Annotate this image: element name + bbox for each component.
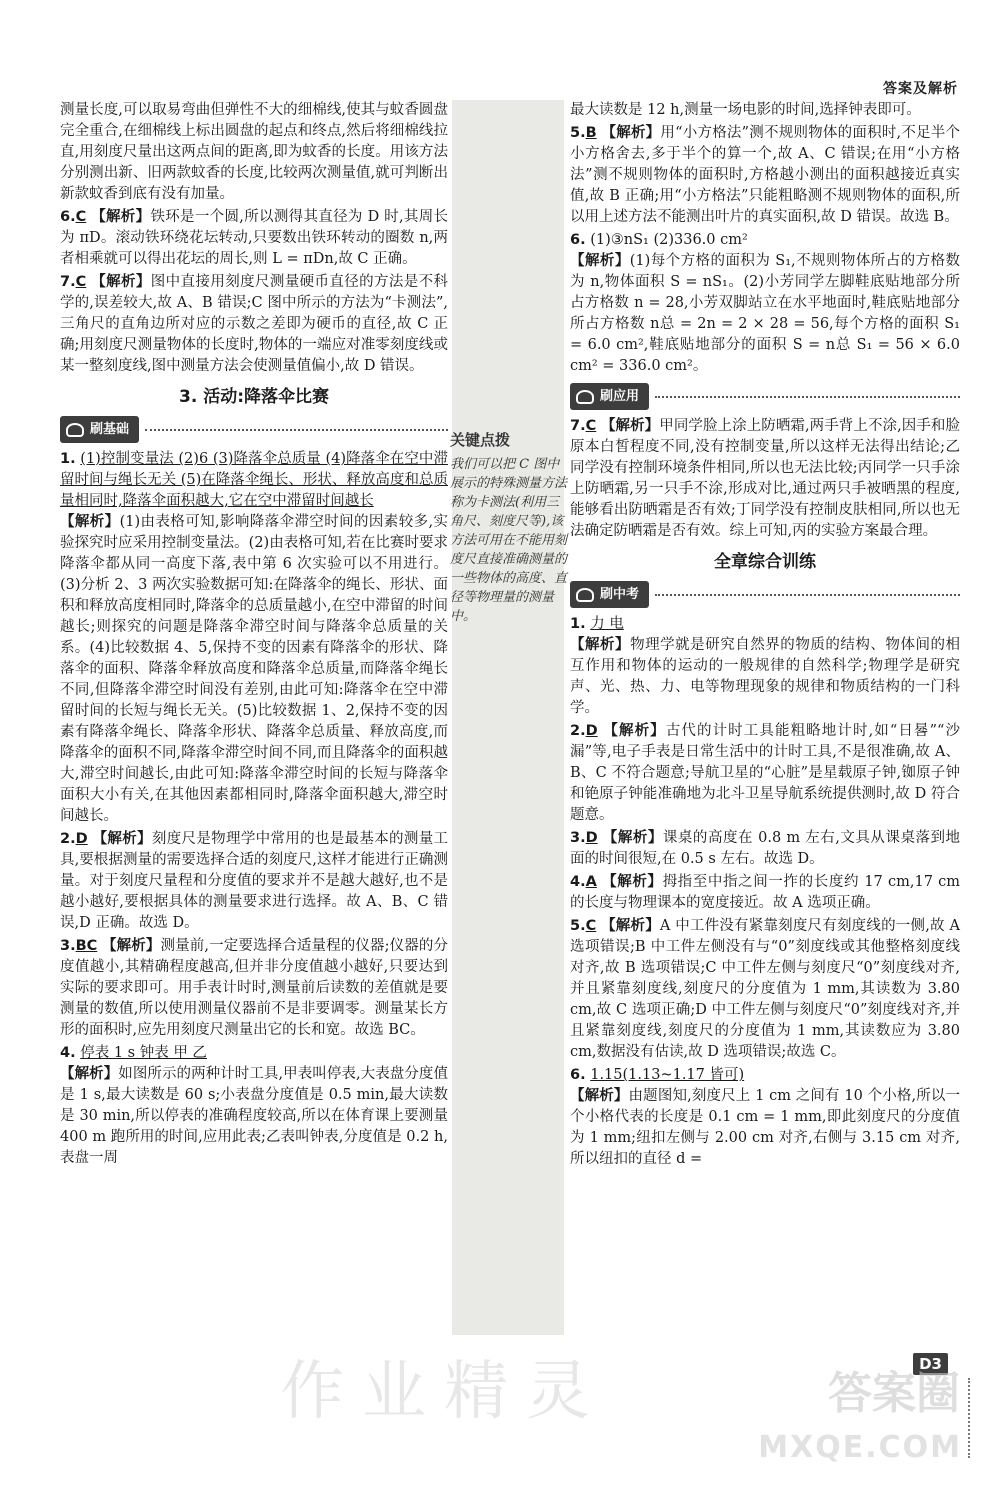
q-answer: D (585, 830, 598, 846)
q-answer: 力 电 (590, 616, 624, 632)
badge-label: 刷基础 (90, 422, 130, 437)
q-analysis: 图中直接用刻度尺测量硬币直径的方法是不科学的,误差较大,故 A、B 错误;C 图中所示的方法为“卡测法”,三角尺的直角边所对应的示数之差即为硬币的直径,故 C 正确;用刻度尺测量物体的长度时,物体的一端应对准零刻度线或某一整刻度线,图中测量方法会使测量值偏小,故 D 错误。 (60, 274, 449, 374)
q-number: 6. (570, 232, 586, 248)
q-answer: D (585, 723, 598, 739)
q-answer: C (75, 274, 87, 290)
q-answer: B (585, 125, 597, 141)
analysis-tag: 【解析】 (600, 418, 660, 434)
right-r1 (570, 614, 960, 719)
right-r4 (570, 872, 960, 914)
analysis-tag: 【解析】 (602, 874, 663, 890)
watermark-site: MXQE.COM (758, 1430, 962, 1465)
q-analysis: 由题图知,刻度尺上 1 cm 之间有 10 个小格,所以一个小格代表的长度是 0.1 cm = 1 mm,即此刻度尺的分度值为 1 mm;纽扣左侧与 2.00 cm 对齐,右侧与 3.15 cm 对齐,所以纽扣的直径 d = (570, 1088, 960, 1167)
section-title: 3. 活动:降落伞比赛 (178, 387, 329, 407)
q-number: 4. (60, 1045, 76, 1061)
q-analysis: A 中工件没有紧靠刻度尺有刻度线的一侧,故 A 选项错误;B 中工件左侧没有与“0”刻度线或其他整格刻度线对齐,故 B 选项错误;C 中工件左侧与刻度尺“0”刻度线对齐,并且紧靠刻度线,刻度尺的分度值为 1 mm,其读数为 3.80 cm,故 C 选项正确;D 中工件左侧与刻度尺“0”刻度线对齐,并且紧靠刻度线,刻度尺的分度值为 1 mm,其读数应为 3.80 cm,数据没有估读,故 D 选项错误;故选 C。 (570, 918, 961, 1060)
brush-icon (576, 390, 594, 404)
key-tip-text: 我们可以把 C 图中展示的特殊测量方法称为卡测法(利用三角尺、刻度尺等),该方法可用在不能用刻度尺直接准确测量的一些物体的高度、直径等物理量的测量中。 (450, 457, 568, 624)
right-r3 (570, 828, 960, 870)
section-title: 全章综合训练 (714, 552, 816, 572)
q-number: 1. (60, 451, 76, 467)
q-analysis: 甲同学脸上涂上防晒霜,两手背上不涂,因手和脸原本白皙程度不同,没有控制变量,所以这样无法得出结论;乙同学没有控制环境条件相同,所以也无法比较;丙同学一只手涂上防晒霜,另一只手不涂,形成对比,通过两只手被晒黑的程度,能够看出防晒霜是否有效;丁同学没有控制皮肤相同,所以也无法确定防晒霜是否有效。综上可知,丙的实验方案最合理。 (570, 418, 961, 539)
analysis-tag: 【解析】 (570, 1088, 629, 1104)
badge-label: 刷中考 (600, 587, 640, 602)
analysis-tag: 【解析】 (92, 831, 152, 847)
q-answer: C (75, 209, 87, 225)
badge-label: 刷应用 (600, 389, 640, 404)
q-analysis: 用“小方格法”测不规则物体的面积时,不足半个小方格舍去,多于半个的算一个,故 A、C 错误;在用“小方格法”测不规则物体的面积时,方格越小测出的面积越接近真实值,故 B 正确;用“小方格法”只能粗略测不规则物体的面积,所以用上述方法不能测出叶片的真实面积,故 D 错误。故选 B。 (570, 125, 961, 225)
q-analysis: (1)每个方格的面积为 S₁,不规则物体所占的方格数为 n,物体面积 S = nS₁。(2)小芳同学左脚鞋底贴地部分所占方格数 n = 28,小芳双脚站立在水平地面时,鞋底贴地部分所占方格数 n总 = 2n = 2 × 28 = 56,每个方格的面积 S₁ = 6.0 cm²,鞋底贴地部分的面积 S = n总 S₁ = 56 × 6.0 cm² = 336.0 cm²。 (570, 253, 960, 374)
q-analysis: 如图所示的两种计时工具,甲表叫停表,大表盘分度值是 1 s,最大读数是 60 s;小表盘分度值是 0.5 min,最大读数是 30 min,所以停表的准确程度较高,所以在体育课上要测量 400 m 跑所用的时间,应用此表;乙表叫钟表,分度值是 0.2 h,表盘一周 (60, 1066, 448, 1166)
q-number: 6. (60, 209, 76, 225)
watermark-text: 作业精灵 (280, 1355, 608, 1429)
q-number: 1. (570, 616, 586, 632)
q-number: 2. (570, 723, 586, 739)
right-r6 (570, 1065, 960, 1170)
badge-divider (655, 594, 960, 596)
badge-exam (570, 581, 649, 608)
q-analysis: 古代的计时工具能粗略地计时,如“日晷”“沙漏”等,电子手表是日常生活中的计时工具,不是很准确,故 A、B、C 不符合题意;导航卫星的“心脏”是星载原子钟,铷原子钟和铯原子钟能准确地为北斗卫星导航系统提供测时,故 D 符合题意。 (570, 723, 961, 823)
right-r2 (570, 721, 960, 826)
left-column (60, 100, 448, 1171)
q-answer: 1.15(1.13~1.17 皆可) (590, 1067, 745, 1083)
analysis-tag: 【解析】 (60, 1066, 119, 1082)
analysis-tag: 【解析】 (60, 514, 120, 530)
brush-icon (576, 588, 594, 602)
badge-row (570, 581, 960, 608)
q-number: 3. (60, 938, 76, 954)
page-number: D3 (913, 1353, 948, 1375)
q-answer: D (75, 831, 88, 847)
brush-icon (66, 423, 84, 437)
header-title: 答案及解析 (883, 81, 958, 97)
analysis-tag: 【解析】 (91, 209, 151, 225)
q-number: 7. (60, 274, 76, 290)
analysis-tag: 【解析】 (570, 637, 631, 653)
q-number: 7. (570, 418, 586, 434)
watermark-logo: 答案圈 (828, 1368, 960, 1419)
left-q1 (60, 449, 448, 827)
q-answer: (1)控制变量法 (2)6 (3)降落伞总质量 (4)降落伞在空中滞留时间与绳长无关 (5)在降落伞绳长、形状、释放高度和总质量相同时,降落伞面积越大,它在空中滞留时间越长 (60, 451, 449, 509)
q-analysis: 课桌的高度在 0.8 m 左右,文具从课桌落到地面的时间很短,在 0.5 s 左右。故选 D。 (570, 830, 961, 867)
badge-divider (655, 396, 960, 398)
left-q6 (60, 207, 448, 270)
right-column (570, 100, 960, 1172)
q-answer: BC (75, 938, 98, 954)
q-number: 2. (60, 831, 76, 847)
left-q7 (60, 272, 448, 377)
q-number: 3. (570, 830, 586, 846)
q-analysis: 拇指至中指之间一拃的长度约 17 cm,17 cm 的长度与物理课本的宽度接近。故 A 选项正确。 (570, 874, 961, 911)
sidebar-band (452, 100, 564, 1335)
q-analysis: 铁环是一个圆,所以测得其直径为 D 时,其周长为 πD。滚动铁环绕花坛转动,只要数出铁环转动的圈数 n,两者相乘就可以得出花坛的周长,则 L = πDn,故 C 正确。 (60, 209, 449, 267)
left-q3 (60, 936, 448, 1041)
analysis-tag: 【解析】 (570, 253, 630, 269)
right-q7 (570, 416, 960, 542)
right-r5 (570, 916, 960, 1063)
right-continuation: 最大读数是 12 h,测量一场电影的时间,选择钟表即可。 (570, 102, 921, 118)
q-answer: (1)③nS₁ (2)336.0 cm² (590, 232, 748, 248)
badge-basic (60, 416, 139, 443)
q-answer: A (585, 874, 597, 890)
left-q4 (60, 1043, 448, 1169)
q-analysis: 物理学就是研究自然界的物质的结构、物体间的相互作用和物体的运动的一般规律的自然科学;物理学是研究声、光、热、力、电等物理现象的规律和物质结构的一门科学。 (570, 637, 961, 716)
left-q2 (60, 829, 448, 934)
analysis-tag: 【解析】 (602, 830, 663, 846)
q-analysis: 测量前,一定要选择合适量程的仪器;仪器的分度值越小,其精确程度越高,但并非分度值越小越好,只要达到实际的要求即可。用手表计时时,测量前后读数的差值就是要测量的数值,所以使用测量仪器前不是非要调零。测量某长方形的面积时,应先用刻度尺测量出它的长和宽。故选 BC。 (60, 938, 449, 1038)
q-number: 5. (570, 918, 586, 934)
q-analysis: (1)由表格可知,影响降落伞滞空时间的因素较多,实验探究时应采用控制变量法。(2)由表格可知,若在比赛时要求降落伞都从同一高度下落,表中第 6 次实验可以不用进行。(3)分析 2、3 两次实验数据可知:在降落伞的绳长、形状、面积和释放高度相同时,降落伞的总质量越小,在空中滞留的时间越长;则探究的问题是降落伞滞空时间与降落伞总质量的关系。(4)比较数据 4、5,保持不变的因素有降落伞的形状、降落伞的面积、降落伞释放高度和降落伞总质量,而降落伞绳长不同,但降落伞滞空时间没有差别,由此可知:降落伞在空中滞留时间的长短与绳长无关。(5)比较数据 1、2,保持不变的因素有降落伞绳长、降落伞形状、降落伞总质量、释放高度,而降落伞的面积不同,降落伞滞空时间不同,而且降落伞的面积越大,滞空时间越长,由此可知:降落伞滞空时间的长短与降落伞面积大小有关,在其他因素都相同时,降落伞面积越大,滞空时间越长。 (60, 514, 448, 824)
right-q6 (570, 230, 960, 377)
analysis-tag: 【解析】 (102, 938, 161, 954)
intro-text: 测量长度,可以取易弯曲但弹性不大的细棉线,使其与蚊香圆盘完全重合,在细棉线上标出圆盘的起点和终点,然后将细棉线拉直,用刻度尺量出这两点间的距离,即为蚊香的长度。用该方法分别测出新、旧两款蚊香的长度,比较两次测量值,就可判断出新款蚊香到底有没有加量。 (60, 102, 448, 202)
analysis-tag: 【解析】 (603, 723, 666, 739)
badge-row (570, 383, 960, 410)
q-number: 6. (570, 1067, 586, 1083)
analysis-tag: 【解析】 (601, 125, 661, 141)
analysis-tag: 【解析】 (91, 274, 151, 290)
right-q5 (570, 123, 960, 228)
key-tip-box (450, 430, 568, 626)
badge-divider (145, 429, 448, 431)
q-answer: 停表 1 s 钟表 甲 乙 (80, 1045, 207, 1061)
q-number: 4. (570, 874, 586, 890)
q-answer: C (585, 418, 597, 434)
q-analysis: 刻度尺是物理学中常用的也是最基本的测量工具,要根据测量的需要选择合适的刻度尺,这样才能进行正确测量。对于刻度尺量程和分度值的要求并不是越大越好,也不是越小越好,要根据具体的测量要求进行选择。故 A、B、C 错误,D 正确。故选 D。 (60, 831, 449, 931)
key-tip-title: 关键点拨 (450, 431, 511, 449)
badge-apply (570, 383, 649, 410)
badge-row (60, 416, 448, 443)
q-number: 5. (570, 125, 586, 141)
q-answer: C (585, 918, 597, 934)
analysis-tag: 【解析】 (601, 918, 660, 934)
